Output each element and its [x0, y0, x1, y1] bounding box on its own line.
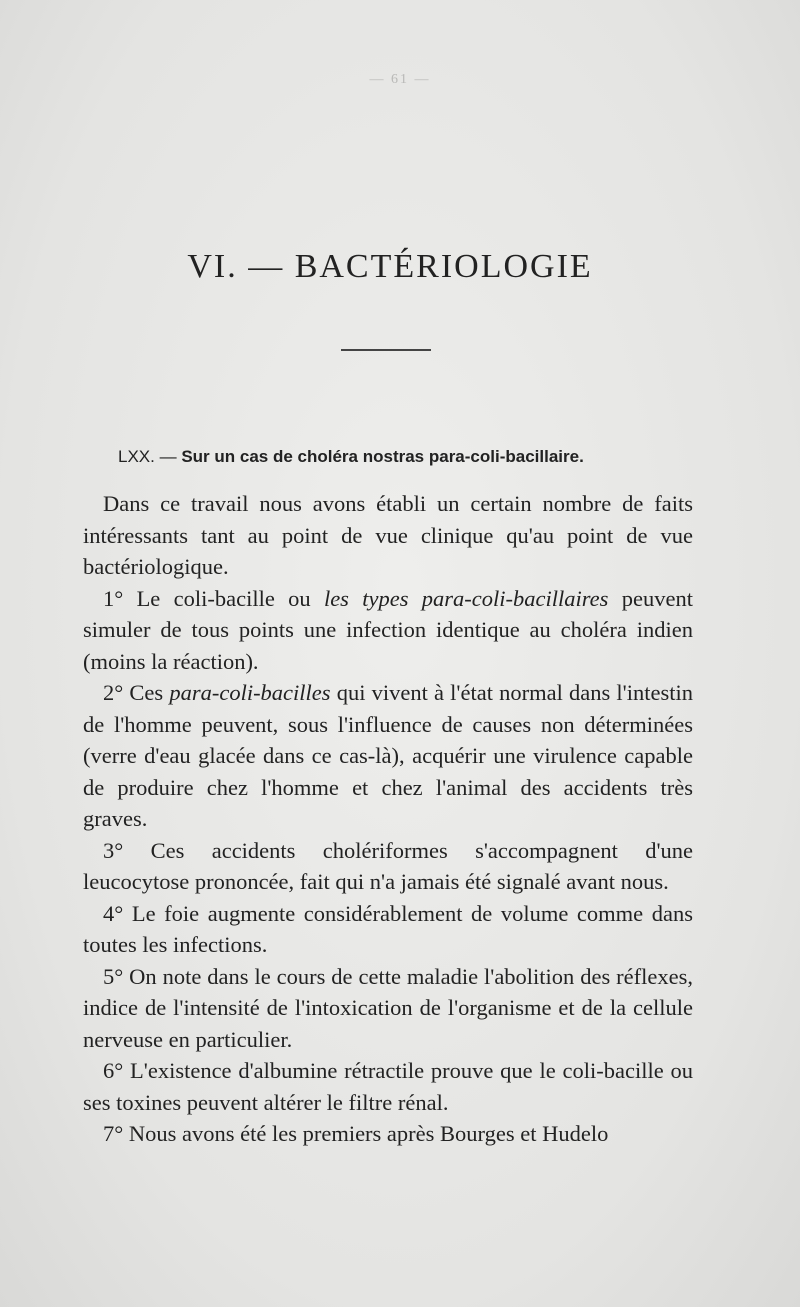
- paragraph-text: qui vivent à l'état normal dans l'intestin de l'homme peuvent, sous l'influence de causes non déterminées (verre d'eau glacée dans ce cas-là), acquérir une virulence capable de produire chez l'homme et chez l'animal des accidents très graves.: [83, 680, 693, 831]
- paragraph-point-6: 6° L'existence d'albumine rétractile prouve que le coli-bacille ou ses toxines peuvent altérer le filtre rénal.: [83, 1058, 693, 1115]
- paragraph-point-1: [83, 583, 693, 678]
- title-rule: [341, 349, 431, 351]
- paragraph-point-7: 7° Nous avons été les premiers après Bourges et Hudelo: [103, 1121, 609, 1146]
- paragraph-point-2: [83, 677, 693, 835]
- article-title: Sur un cas de choléra nostras para-coli-bacillaire.: [181, 447, 584, 466]
- paragraph-intro: Dans ce travail nous avons établi un certain nombre de faits intéressants tant au point de vue clinique qu'au point de vue bactériologique.: [83, 491, 693, 579]
- paragraph-text: 1° Le coli-bacille ou: [103, 585, 324, 611]
- page-number: — 61 —: [369, 72, 431, 87]
- article-body: [83, 488, 693, 1150]
- paragraph-point-5: 5° On note dans le cours de cette maladie l'abolition des réflexes, indice de l'intensité de l'intoxication de l'organisme et de la cellule nerveuse en particulier.: [83, 963, 693, 1052]
- paragraph-point-3: 3° Ces accidents cholériformes s'accompagnent d'une leucocytose prononcée, fait qui n'a jamais été signalé avant nous.: [83, 837, 693, 894]
- paragraph-emphasis: para-coli-bacilles: [169, 680, 331, 705]
- section-title: VI. — BACTÉRIOLOGIE: [187, 248, 593, 285]
- article-heading: [118, 447, 584, 467]
- paragraph-emphasis: les types para-coli-bacillaires: [323, 585, 609, 611]
- paragraph-point-4: 4° Le foie augmente considérablement de volume comme dans toutes les infections.: [83, 900, 693, 957]
- article-number: LXX. —: [118, 447, 177, 466]
- paragraph-text: peuvent simuler de tous points une infection identique au choléra indien (moins la réaction).: [83, 585, 693, 674]
- paragraph-text: 2° Ces: [103, 680, 170, 705]
